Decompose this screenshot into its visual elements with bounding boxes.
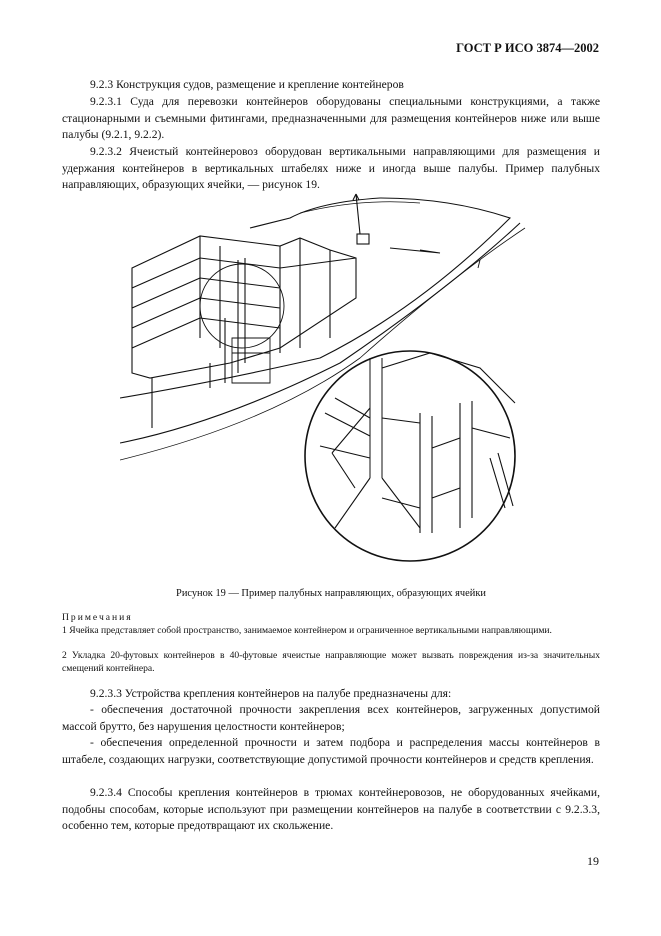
document-header: ГОСТ Р ИСО 3874—2002 <box>456 41 599 55</box>
notes-title: Примечания <box>62 612 133 623</box>
bullet-1: - обеспечения достаточной прочности закрепления всех контейнеров, загруженных допустимой массой брутто, без нарушения целостности контейнеров; <box>62 703 600 733</box>
section-9-2-3-heading: 9.2.3 Конструкция судов, размещение и крепление контейнеров <box>90 78 404 91</box>
figure-caption: Рисунок 19 — Пример палубных направляющих, образующих ячейки <box>176 588 486 599</box>
magnified-detail-circle <box>305 351 515 561</box>
paragraph-9-2-3-4: 9.2.3.4 Способы крепления контейнеров в трюмах контейнеровозов, не оборудованных ячейками, подобны способам, которые используют при размещении контейнеров на палубе в соответствии с 9.2.3.3, особенно тем, которые предотвращают их скольжение. <box>62 786 600 832</box>
paragraph-9-2-3-2: 9.2.3.2 Ячеистый контейнеровоз оборудован вертикальными направляющими для размещения и удержания контейнеров в вертикальных штабелях ниже и иногда выше палубы. Пример палубных направляющих, образующих ячейки, — рисунок 19. <box>62 145 600 191</box>
bullet-2: - обеспечения определенной прочности и затем подбора и распределения массы контейнеров в штабеле, создающих нагрузки, соответствующие допустимой прочности контейнеров и средств крепления. <box>62 736 600 766</box>
page-number: 19 <box>587 854 599 868</box>
paragraph-9-2-3-3: 9.2.3.3 Устройства крепления контейнеров на палубе предназначены для: <box>90 687 452 700</box>
paragraph-9-2-3-1: 9.2.3.1 Суда для перевозки контейнеров оборудованы специальными конструкциями, а также стационарными и съемными фитингами, предназначенными для размещения контейнеров ниже или выше палубы (9.2.1, 9.2.2). <box>62 95 600 141</box>
figure-19-ship-cell-guides <box>120 188 540 580</box>
note-2: 2 Укладка 20-футовых контейнеров в 40-футовые ячеистые направляющие может вызвать повреждения из-за значительных смещений контейнера. <box>62 650 600 674</box>
note-1: 1 Ячейка представляет собой пространство, занимаемое контейнером и ограниченное вертикальными направляющими. <box>62 625 552 636</box>
